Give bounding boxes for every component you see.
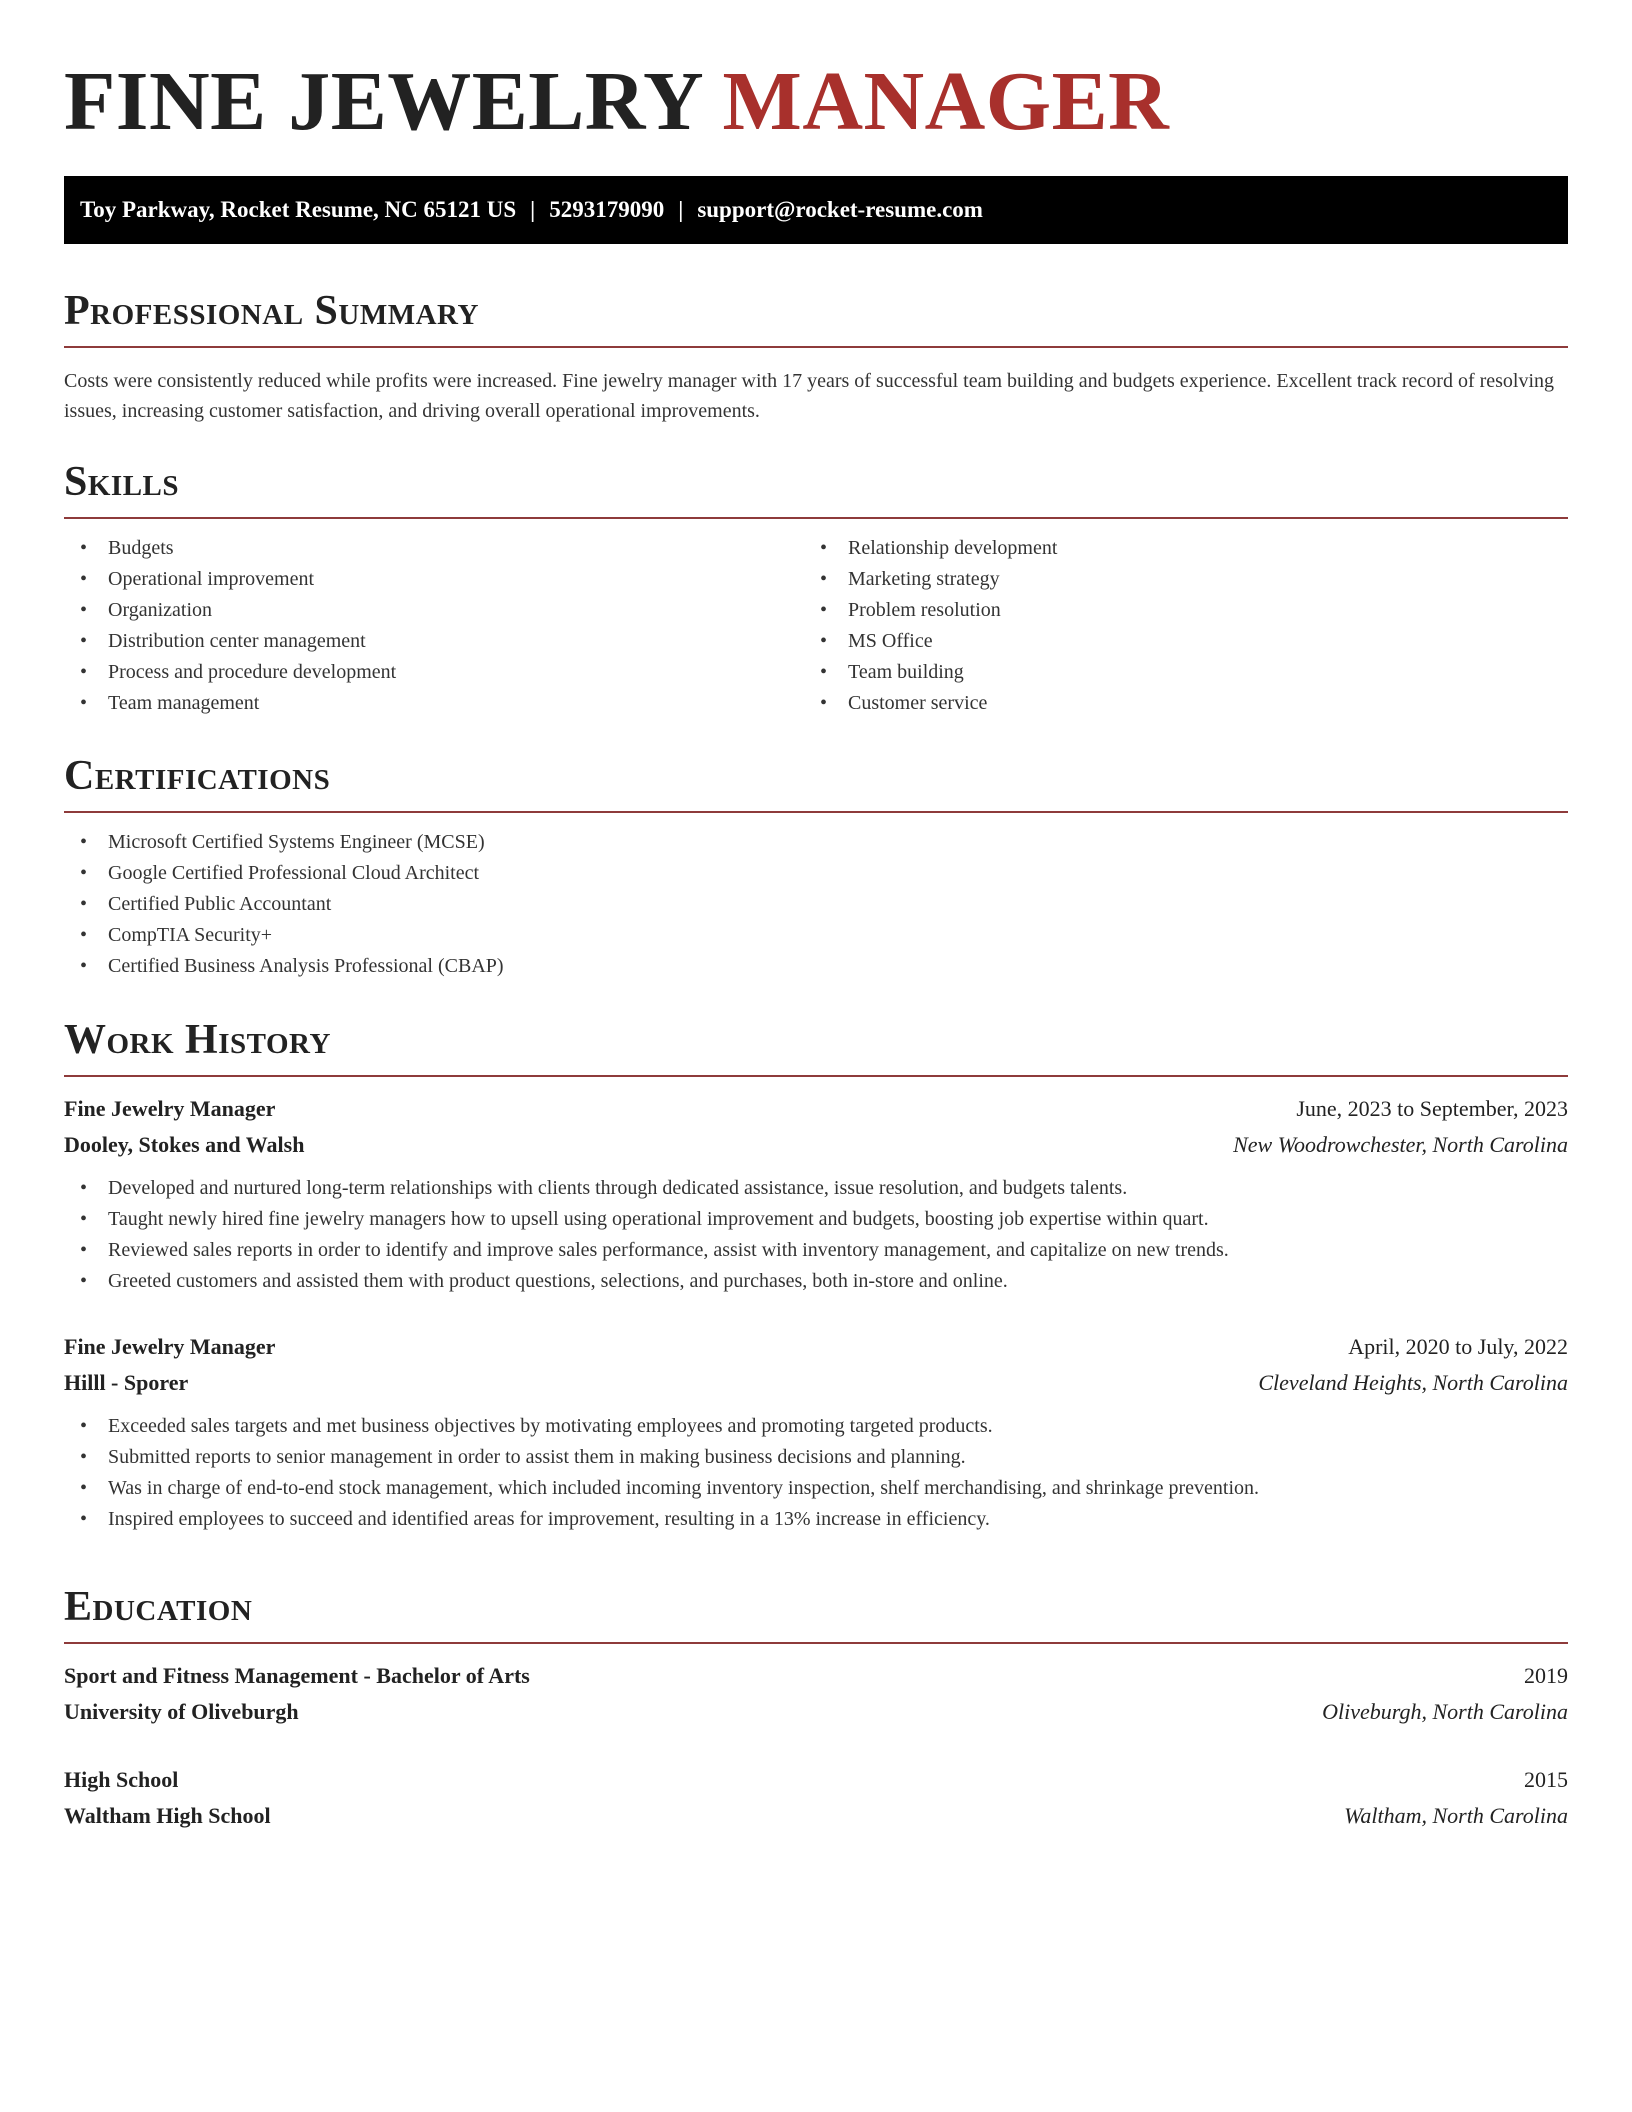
education-school-row — [64, 1694, 1568, 1730]
section-heading: Professional Summary — [64, 288, 479, 334]
job-location: New Woodrowchester, North Carolina — [1233, 1132, 1568, 1157]
job-location: Cleveland Heights, North Carolina — [1258, 1370, 1568, 1395]
job-duty-item: • Reviewed sales reports in order to identify and improve sales performance, assist with inventory management, and capitalize on new trends. — [64, 1235, 1568, 1266]
job-duty-item: • Taught newly hired fine jewelry managers how to upsell using operational improvement and budgets, boosting job expertise within quart. — [64, 1204, 1568, 1235]
education-degree: High School — [64, 1767, 179, 1792]
contact-separator: | — [530, 197, 536, 222]
skill-item: • Team management — [64, 688, 804, 719]
job-dates: April, 2020 to July, 2022 — [1348, 1334, 1568, 1359]
title-main: FINE JEWELRY — [64, 55, 702, 148]
certifications-list — [64, 827, 1568, 982]
job-duty-item: • Exceeded sales targets and met business objectives by motivating employees and promoting targeted products. — [64, 1411, 1568, 1442]
skills-columns — [64, 519, 1568, 719]
certification-item: • Microsoft Certified Systems Engineer (MCSE) — [64, 827, 1568, 858]
skill-item: • Marketing strategy — [804, 564, 1544, 595]
job-duty-item: • Was in charge of end-to-end stock management, which included incoming inventory inspection, shelf merchandising, and shrinkage prevention. — [64, 1473, 1568, 1504]
skill-item: • Distribution center management — [64, 626, 804, 657]
job-duties-list — [64, 1411, 1568, 1535]
job-company-row — [64, 1365, 1568, 1401]
job-company: Hilll - Sporer — [64, 1370, 189, 1395]
skill-item: • Budgets — [64, 533, 804, 564]
education-degree-row — [64, 1658, 1568, 1694]
skill-item: • Relationship development — [804, 533, 1544, 564]
job-duties-list — [64, 1173, 1568, 1297]
job-company-row — [64, 1127, 1568, 1163]
skill-item: • Problem resolution — [804, 595, 1544, 626]
education-degree: Sport and Fitness Management - Bachelor of Arts — [64, 1663, 530, 1688]
skill-item: • MS Office — [804, 626, 1544, 657]
skills-list-left — [64, 533, 804, 719]
section-heading: Skills — [64, 459, 180, 505]
skill-item: • Operational improvement — [64, 564, 804, 595]
education-year: 2015 — [1524, 1767, 1568, 1792]
job-company: Dooley, Stokes and Walsh — [64, 1132, 305, 1157]
education-year: 2019 — [1524, 1663, 1568, 1688]
skill-item: • Customer service — [804, 688, 1544, 719]
work-history-section — [64, 1019, 1568, 1535]
contact-address: Toy Parkway, Rocket Resume, NC 65121 US — [80, 197, 517, 222]
skill-item: • Organization — [64, 595, 804, 626]
section-divider — [64, 1642, 1568, 1644]
skills-section — [64, 461, 1568, 719]
section-heading: Education — [64, 1584, 253, 1630]
certification-item: • Certified Public Accountant — [64, 889, 1568, 920]
education-location: Oliveburgh, North Carolina — [1322, 1699, 1568, 1724]
education-degree-row — [64, 1762, 1568, 1798]
education-location: Waltham, North Carolina — [1344, 1803, 1568, 1828]
job-header-row — [64, 1329, 1568, 1365]
education-entry — [64, 1658, 1568, 1730]
certification-item: • Google Certified Professional Cloud Architect — [64, 858, 1568, 889]
contact-phone: 5293179090 — [549, 197, 665, 222]
title-accent: MANAGER — [722, 55, 1170, 148]
job-duty-item: • Greeted customers and assisted them with product questions, selections, and purchases, both in-store and online. — [64, 1266, 1568, 1297]
contact-separator: | — [678, 197, 684, 222]
contact-email: support@rocket-resume.com — [697, 197, 983, 222]
education-entry — [64, 1762, 1568, 1834]
job-entry — [64, 1091, 1568, 1297]
section-heading: Work History — [64, 1017, 331, 1063]
skill-item: • Team building — [804, 657, 1544, 688]
job-duty-item: • Submitted reports to senior management in order to assist them in making business decisions and planning. — [64, 1442, 1568, 1473]
section-divider — [64, 811, 1568, 813]
resume-title — [64, 56, 1169, 148]
certifications-section — [64, 755, 1568, 982]
summary-text: Costs were consistently reduced while profits were increased. Fine jewelry manager with 17 years of successful team building and budgets experience. Excellent track record of resolving issues, increasing customer satisfaction, and driving overall operational improvements. — [64, 370, 1555, 422]
education-school-row — [64, 1798, 1568, 1834]
skill-item: • Process and procedure development — [64, 657, 804, 688]
job-duty-item: • Inspired employees to succeed and identified areas for improvement, resulting in a 13% increase in efficiency. — [64, 1504, 1568, 1535]
contact-bar — [64, 176, 1568, 244]
job-entry — [64, 1329, 1568, 1535]
job-duty-item: • Developed and nurtured long-term relationships with clients through dedicated assistance, issue resolution, and budgets talents. — [64, 1173, 1568, 1204]
section-heading: Certifications — [64, 753, 331, 799]
certification-item: • Certified Business Analysis Professional (CBAP) — [64, 951, 1568, 982]
job-dates: June, 2023 to September, 2023 — [1296, 1096, 1568, 1121]
section-divider — [64, 1075, 1568, 1077]
certification-item: • CompTIA Security+ — [64, 920, 1568, 951]
job-title: Fine Jewelry Manager — [64, 1096, 276, 1121]
education-school: Waltham High School — [64, 1803, 271, 1828]
summary-section — [64, 290, 1568, 426]
job-title: Fine Jewelry Manager — [64, 1334, 276, 1359]
job-header-row — [64, 1091, 1568, 1127]
education-section — [64, 1586, 1568, 1834]
education-school: University of Oliveburgh — [64, 1699, 299, 1724]
skills-list-right — [804, 533, 1544, 719]
section-divider — [64, 346, 1568, 348]
